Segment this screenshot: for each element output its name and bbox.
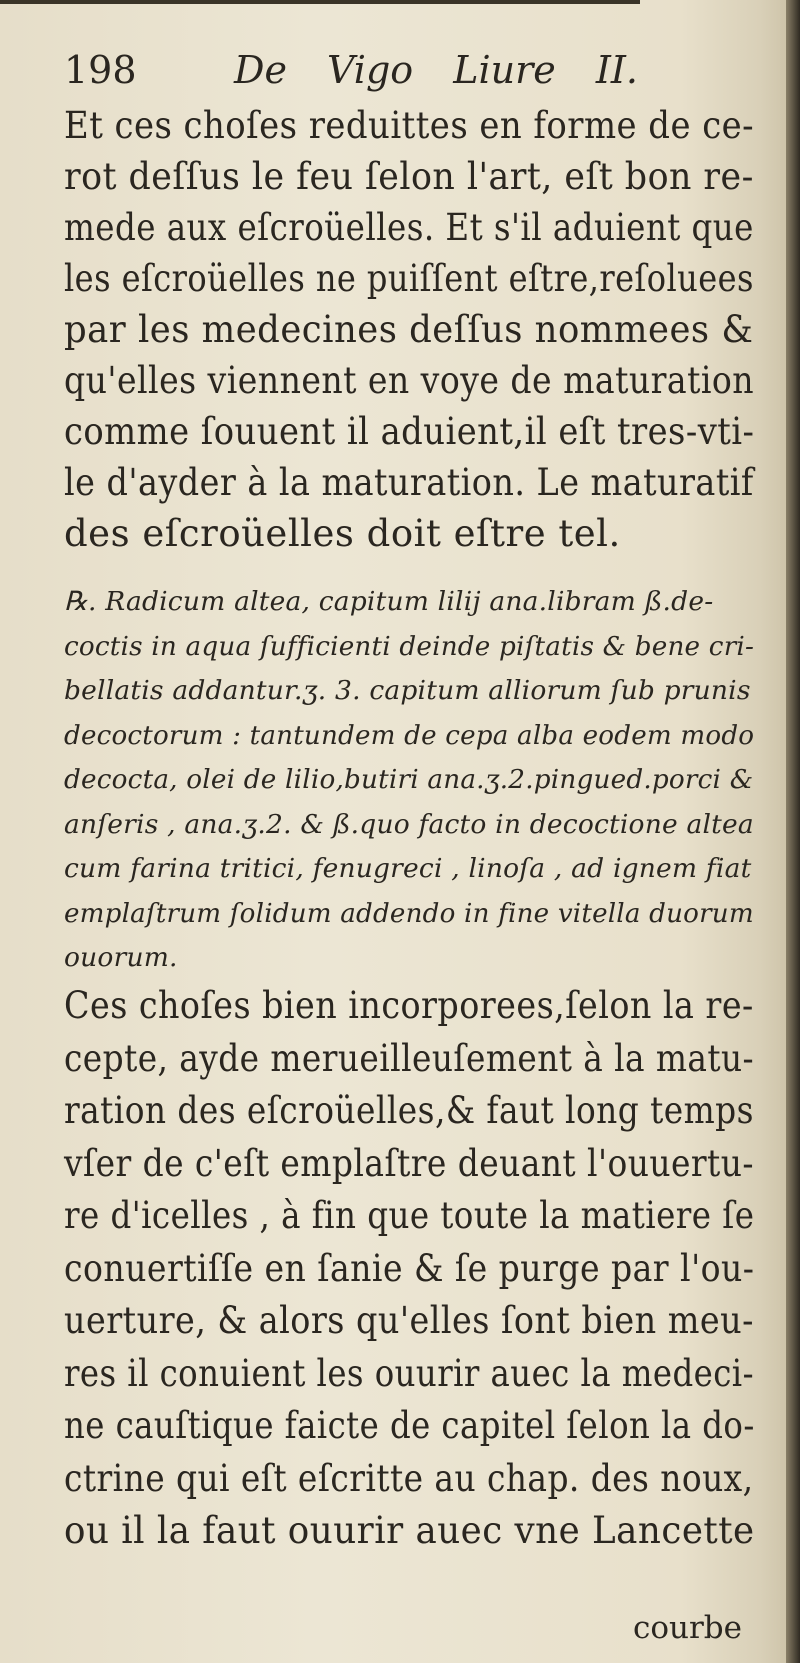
text-line: le d'ayder à la maturation. Le maturatif	[64, 461, 754, 504]
recipe-line: anſeris , ana.ʒ.2. & ß.quo facto in decoctione altea	[64, 808, 754, 840]
recipe-line: cum farina tritici, fenugreci , linoſa , ad ignem fiat	[64, 853, 752, 884]
recipe-line: emplaſtrum ſolidum addendo in fine vitella duorum	[64, 897, 754, 929]
text-line: par les medecines deſſus nommees &	[64, 308, 754, 351]
text-line: cepte, ayde merueilleuſement à la matu-	[64, 1036, 755, 1080]
catchword: courbe	[633, 1610, 742, 1646]
text-line: ou il la faut ouurir auec vne Lancette	[64, 1509, 755, 1552]
page-top-edge	[0, 0, 640, 4]
text-line: ration des eſcroüelles,& faut long temps	[64, 1089, 754, 1132]
text-line: re d'icelles , à fin que toute la matiere ſe	[64, 1194, 755, 1237]
text-line: les eſcroüelles ne puiſſent eſtre,reſoluees	[64, 257, 754, 300]
text-line: des eſcroüelles doit eſtre tel.	[64, 512, 621, 555]
recipe-line: coctis in aqua ſufficienti deinde piſtatis & bene cri-	[64, 630, 755, 662]
recipe-line: ℞. Radicum altea, capitum lilij ana.libram ß.de-	[64, 586, 714, 617]
recipe-line: decoctorum : tantundem de cepa alba eodem modo	[64, 719, 755, 751]
text-line: Et ces choſes reduittes en forme de ce-	[64, 104, 755, 147]
text-line: Ces choſes bien incorporees,ſelon la re-	[64, 984, 754, 1027]
text-line: comme ſouuent il aduient,il eſt tres-vti-	[64, 410, 755, 453]
text-line: ne cauſtique faicte de capitel ſelon la do-	[64, 1404, 755, 1447]
text-line: vſer de c'eſt emplaſtre deuant l'ouuertu-	[64, 1141, 754, 1185]
latin-recipe	[64, 580, 784, 981]
page-number: 198	[64, 48, 137, 92]
book-spine-shadow	[786, 0, 800, 1663]
text-line: res il conuient les ouurir auec la medeci-	[64, 1351, 754, 1395]
text-line: conuertiſſe en ſanie & ſe purge par l'ou-	[64, 1246, 755, 1290]
paragraph-1	[64, 100, 784, 559]
page-header	[64, 48, 764, 98]
recipe-line: decocta, olei de lilio,butiri ana.ʒ.2.pingued.porci &	[64, 764, 754, 795]
paragraph-2	[64, 980, 784, 1558]
text-line: mede aux eſcroüelles. Et s'il aduient que	[64, 206, 754, 249]
text-line: uerture, & alors qu'elles ſont bien meu-	[64, 1299, 754, 1342]
text-line: ctrine qui eſt eſcritte au chap. des noux,	[64, 1456, 754, 1500]
recipe-line: bellatis addantur.ʒ. 3. capitum alliorum ſub prunis	[64, 675, 751, 706]
running-title: De Vigo Liure II.	[234, 48, 638, 92]
text-line: qu'elles viennent en voye de maturation	[64, 359, 755, 402]
text-line: rot deſſus le feu ſelon l'art, eſt bon re-	[64, 155, 754, 198]
recipe-line: ouorum.	[64, 942, 178, 973]
